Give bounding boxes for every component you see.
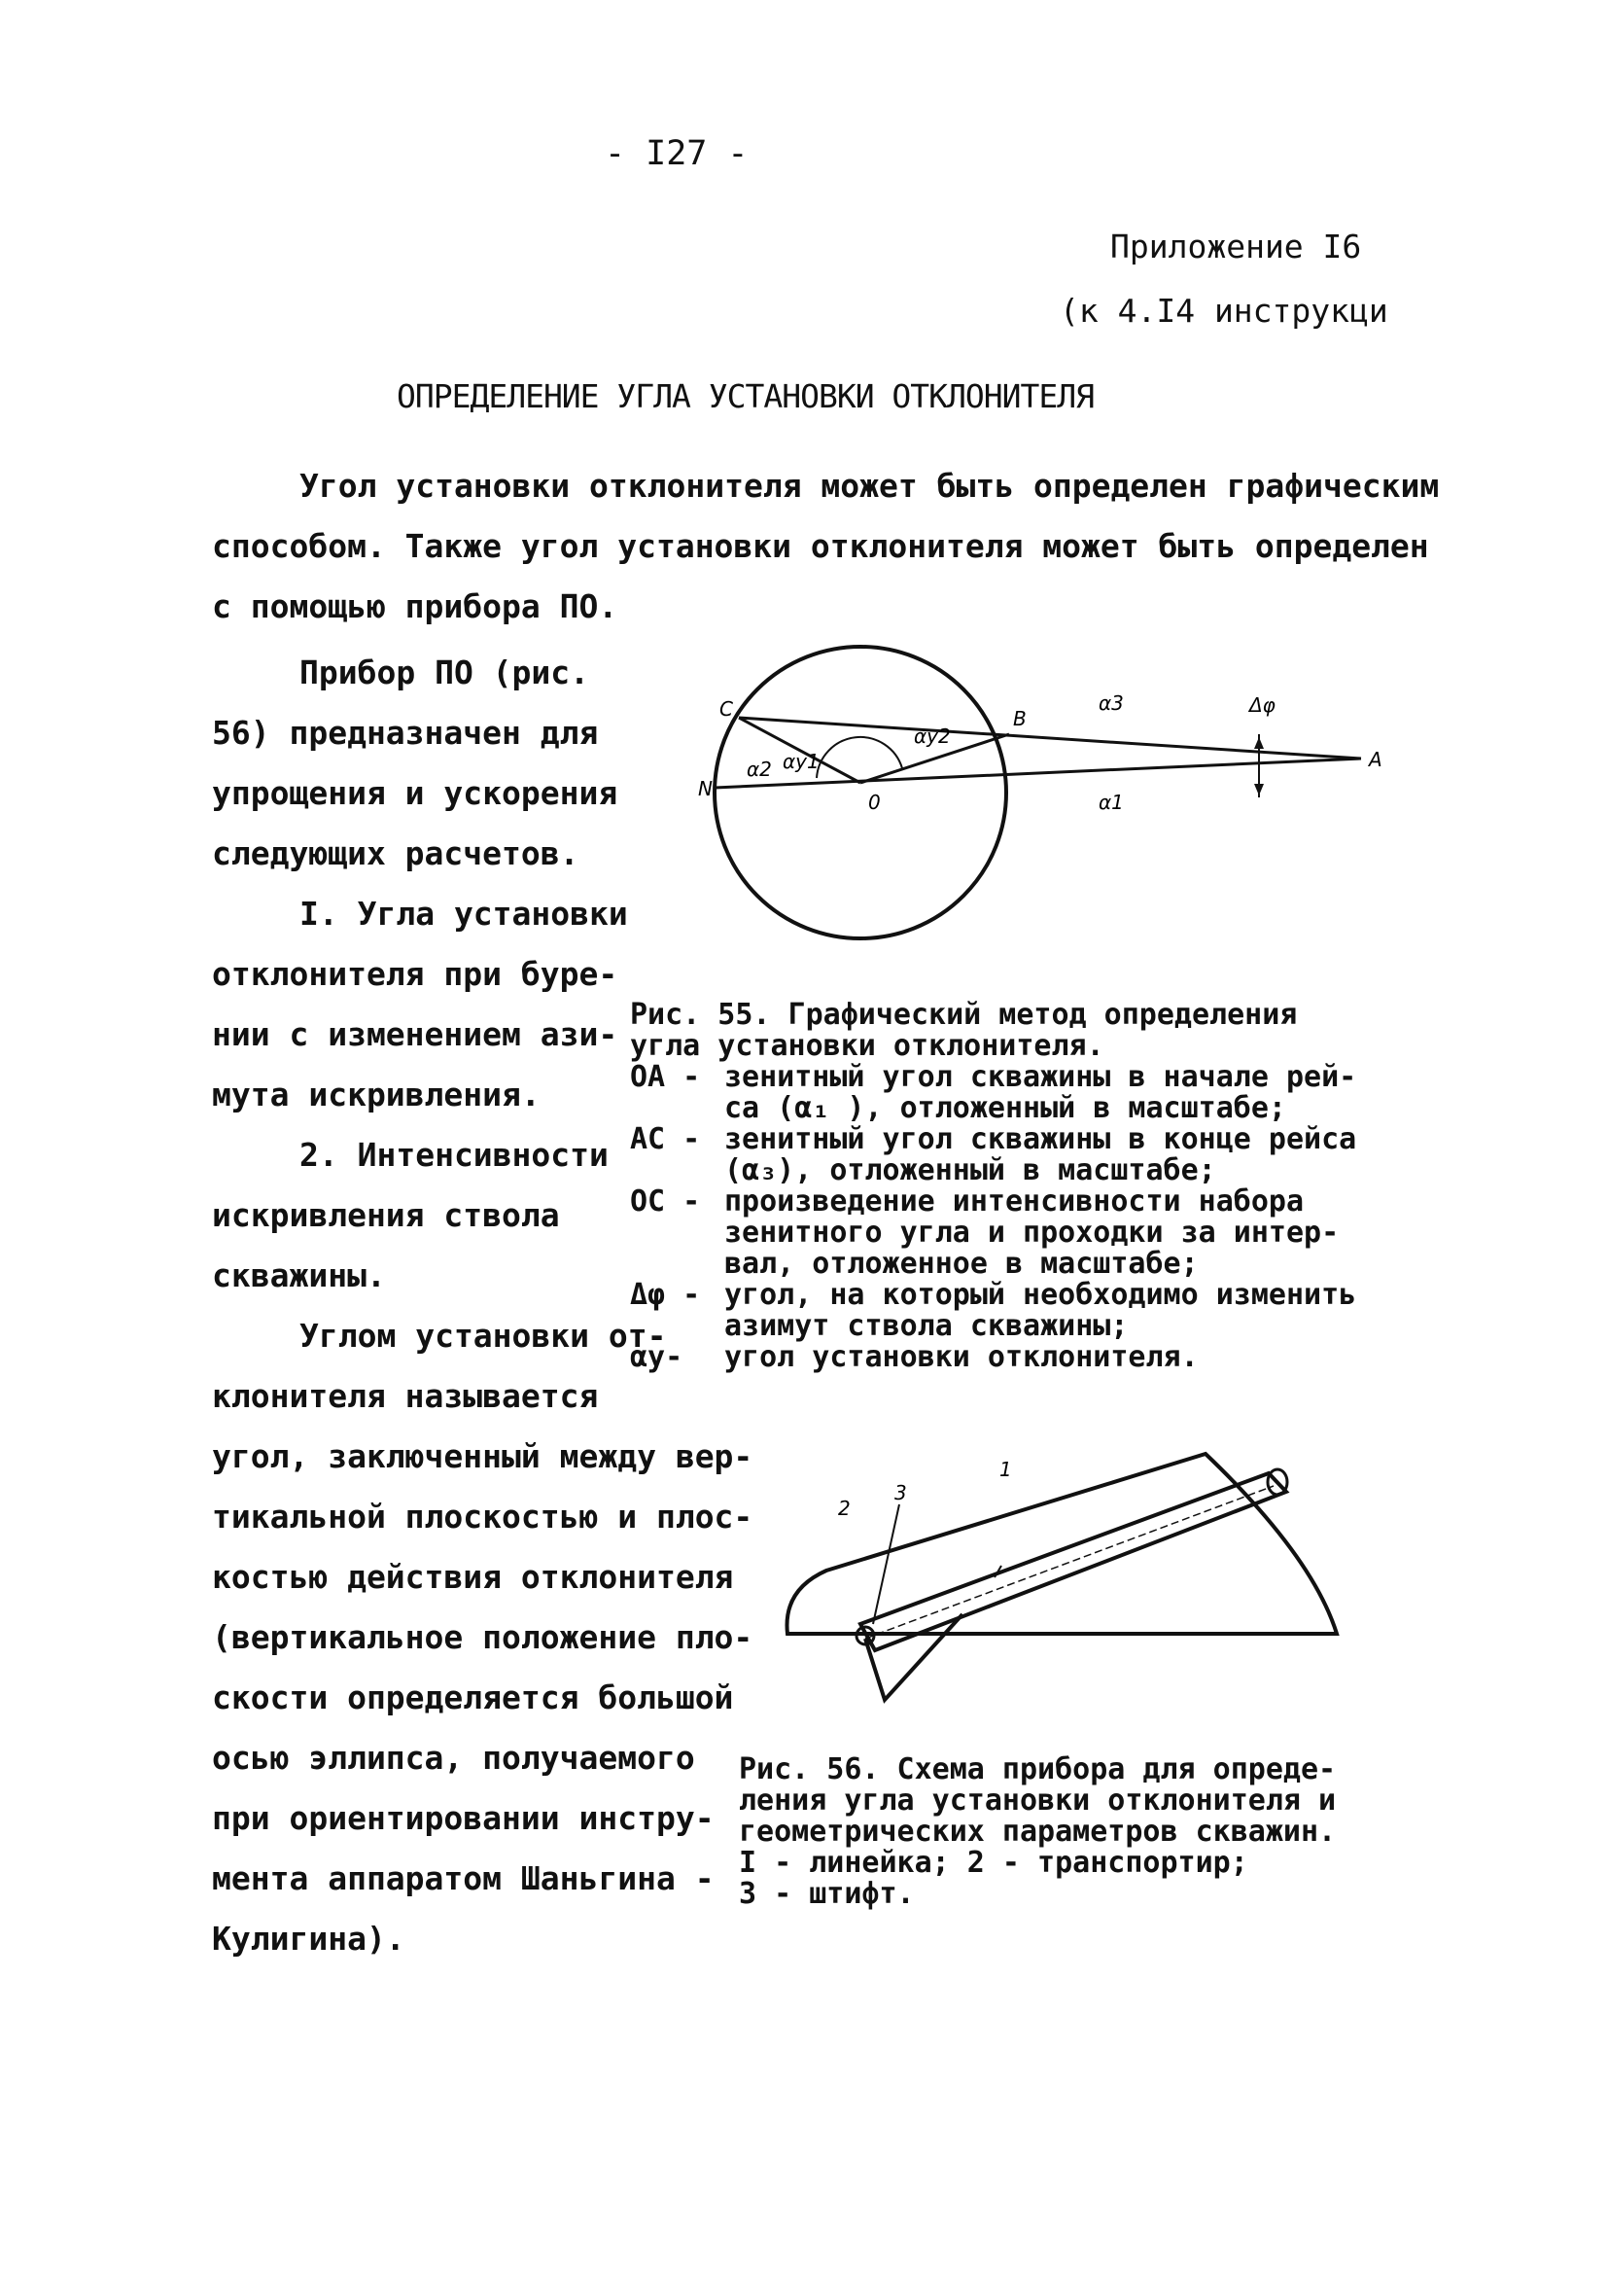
fig56-label-1: 1 [999, 1458, 1012, 1481]
left-text-line: 56) предназначен для [212, 714, 599, 752]
left-text-line: искривления ствола [212, 1196, 560, 1234]
intro-line-2: способом. Также угол установки отклонителя может быть определен [212, 527, 1429, 565]
figure-56-diagram [768, 1449, 1351, 1712]
left-text-line: тикальной плоскостью и плос- [212, 1498, 753, 1536]
fig55-label-alpha1: α1 [1099, 791, 1124, 814]
left-text-line: I. Угла установки [299, 895, 628, 933]
fig56-leader-3 [873, 1504, 899, 1624]
fig55-legend-text: зенитный угол скважины в конце рейса [724, 1122, 1357, 1156]
fig56-caption: I - линейка; 2 - транспортир; [739, 1846, 1248, 1880]
fig55-label-dphi: Δφ [1249, 693, 1276, 717]
fig55-legend-text: угол, на который необходимо изменить [724, 1278, 1357, 1312]
left-text-line: Кулигина). [212, 1920, 405, 1958]
fig55-legend-text: зенитного угла и проходки за интер- [724, 1216, 1340, 1250]
left-text-line: 2. Интенсивности [299, 1136, 609, 1174]
fig55-circle [715, 647, 1006, 938]
fig55-legend-key: αy- [630, 1340, 683, 1374]
fig55-label-alpha-y1: αy1 [783, 750, 820, 773]
left-text-line: клонителя называется [212, 1377, 599, 1415]
fig55-legend-key: Δφ - [630, 1278, 701, 1312]
fig56-pointer [865, 1614, 962, 1700]
left-text-line: угол, заключенный между вер- [212, 1437, 753, 1475]
fig55-label-C: C [719, 697, 733, 721]
fig55-legend-text: азимут ствола скважины; [724, 1309, 1129, 1343]
fig55-legend-key: ОС - [630, 1184, 701, 1219]
appendix-reference: (к 4.I4 инструкци [1060, 292, 1388, 330]
left-text-line: Углом установки от- [299, 1317, 667, 1355]
fig55-legend-text: произведение интенсивности набора [724, 1184, 1305, 1219]
left-text-line: нии с изменением ази- [212, 1015, 618, 1053]
fig55-legend-text: вал, отложенное в масштабе; [724, 1247, 1199, 1281]
left-text-line: Прибор ПО (рис. [299, 653, 590, 691]
fig55-arrow-icon [1254, 737, 1264, 749]
left-text-line: мента аппаратом Шаньгина - [212, 1859, 715, 1897]
left-text-line: (вертикальное положение пло- [212, 1618, 753, 1656]
fig56-label-3: 3 [894, 1481, 907, 1504]
appendix-label: Приложение I6 [1110, 228, 1362, 265]
left-text-line: следующих расчетов. [212, 834, 579, 872]
left-text-line: скважины. [212, 1256, 386, 1294]
fig55-legend-key: ОА - [630, 1060, 701, 1094]
fig56-caption: геометрических параметров скважин. [739, 1815, 1337, 1849]
fig55-legend-text: са (α₁ ), отложенный в масштабе; [724, 1091, 1286, 1125]
fig56-protractor [787, 1454, 1338, 1634]
fig55-legend-text: зенитный угол скважины в начале рей- [724, 1060, 1357, 1094]
fig55-label-alpha3: α3 [1099, 691, 1124, 715]
left-text-line: упрощения и ускорения [212, 774, 618, 812]
fig55-arrow-icon [1254, 784, 1264, 795]
fig55-line-CA [739, 718, 1361, 759]
fig55-label-N: N [698, 777, 713, 800]
page-title: ОПРЕДЕЛЕНИЕ УГЛА УСТАНОВКИ ОТКЛОНИТЕЛЯ [397, 377, 1094, 415]
intro-line-1: Угол установки отклонителя может быть определен графическим [299, 467, 1440, 505]
fig55-label-A: A [1369, 748, 1382, 771]
fig55-label-alpha-y2: αy2 [914, 724, 951, 748]
fig55-caption: Рис. 55. Графический метод определения [630, 998, 1298, 1032]
fig55-caption: угла установки отклонителя. [630, 1029, 1104, 1063]
page-number: - I27 - [605, 134, 749, 173]
fig55-legend-key: АС - [630, 1122, 701, 1156]
fig56-caption: 3 - штифт. [739, 1877, 915, 1911]
intro-line-3: с помощью прибора ПО. [212, 587, 618, 625]
fig55-label-B: B [1013, 707, 1027, 730]
fig55-label-alpha2: α2 [747, 758, 772, 781]
figure-55-diagram [681, 622, 1400, 972]
fig56-caption: Рис. 56. Схема прибора для опреде- [739, 1752, 1337, 1786]
left-text-line: скости определяется большой [212, 1678, 734, 1716]
fig56-caption: ления угла установки отклонителя и [739, 1784, 1337, 1818]
fig55-legend-text: угол установки отклонителя. [724, 1340, 1199, 1374]
left-text-line: при ориентировании инстру- [212, 1799, 715, 1837]
left-text-line: костью действия отклонителя [212, 1558, 734, 1596]
fig55-label-O: 0 [868, 791, 881, 814]
left-text-line: осью эллипса, получаемого [212, 1739, 695, 1777]
left-text-line: отклонителя при буре- [212, 955, 618, 993]
fig55-legend-text: (α₃), отложенный в масштабе; [724, 1153, 1216, 1187]
left-text-line: мута искривления. [212, 1076, 541, 1113]
fig56-label-2: 2 [838, 1497, 851, 1520]
fig56-ruler-centerline [865, 1486, 1274, 1639]
fig56-ruler [860, 1473, 1286, 1650]
